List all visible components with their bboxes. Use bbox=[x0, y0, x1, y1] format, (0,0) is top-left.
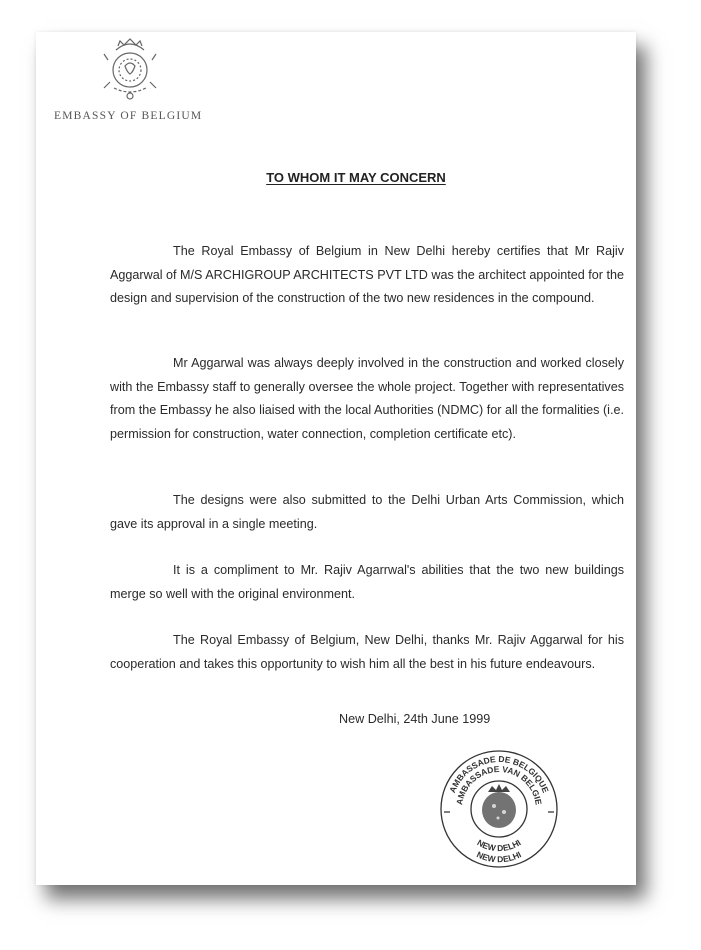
seal-text-bottom-1: NEW DELHI bbox=[475, 837, 523, 854]
heading-text: TO WHOM IT MAY CONCERN bbox=[266, 170, 446, 185]
paragraph-certification bbox=[110, 240, 624, 311]
paragraph-thanks bbox=[110, 629, 624, 676]
letterhead-title: EMBASSY OF BELGIUM bbox=[54, 110, 203, 122]
paragraph-text: The designs were also submitted to the Delhi Urban Arts Commission, which gave its approval in a single meeting. bbox=[110, 493, 624, 531]
dateline: New Delhi, 24th June 1999 bbox=[339, 712, 491, 726]
letter-page bbox=[36, 32, 636, 885]
letter-heading bbox=[36, 170, 636, 185]
paragraph-commission-approval bbox=[110, 489, 624, 536]
paragraph-involvement bbox=[110, 352, 624, 446]
paragraph-text: Mr Aggarwal was always deeply involved in the construction and worked closely with the Embassy staff to generally oversee the whole project. Together with representatives from the Embassy he also liaised with the local Authorities (NDMC) for all the formalities (i.e. permission for construction, water connection, completion certificate etc). bbox=[110, 356, 624, 441]
seal-text-top-2: AMBASSADE VAN BELGIE bbox=[454, 763, 544, 806]
crest-icon bbox=[98, 36, 162, 102]
paragraph-text: It is a compliment to Mr. Rajiv Agarrwal's abilities that the two new buildings merge so well with the original environment. bbox=[110, 563, 624, 601]
embassy-seal-stamp bbox=[438, 748, 560, 870]
paragraph-text: The Royal Embassy of Belgium in New Delhi hereby certifies that Mr Rajiv Aggarwal of M/S ARCHIGROUP ARCHITECTS PVT LTD was the architect appointed for the design and supervision of the construction of the two new residences in the compound. bbox=[110, 244, 624, 305]
paragraph-text: The Royal Embassy of Belgium, New Delhi, thanks Mr. Rajiv Aggarwal for his cooperation and takes this opportunity to wish him all the best in his future endeavours. bbox=[110, 633, 624, 671]
seal-crest-icon bbox=[482, 784, 516, 828]
paragraph-compliment bbox=[110, 559, 624, 606]
seal-text-bottom-2: NEW DELHI bbox=[475, 849, 523, 865]
seal-text-top-1: AMBASSADE DE BELGIQUE bbox=[447, 753, 551, 795]
